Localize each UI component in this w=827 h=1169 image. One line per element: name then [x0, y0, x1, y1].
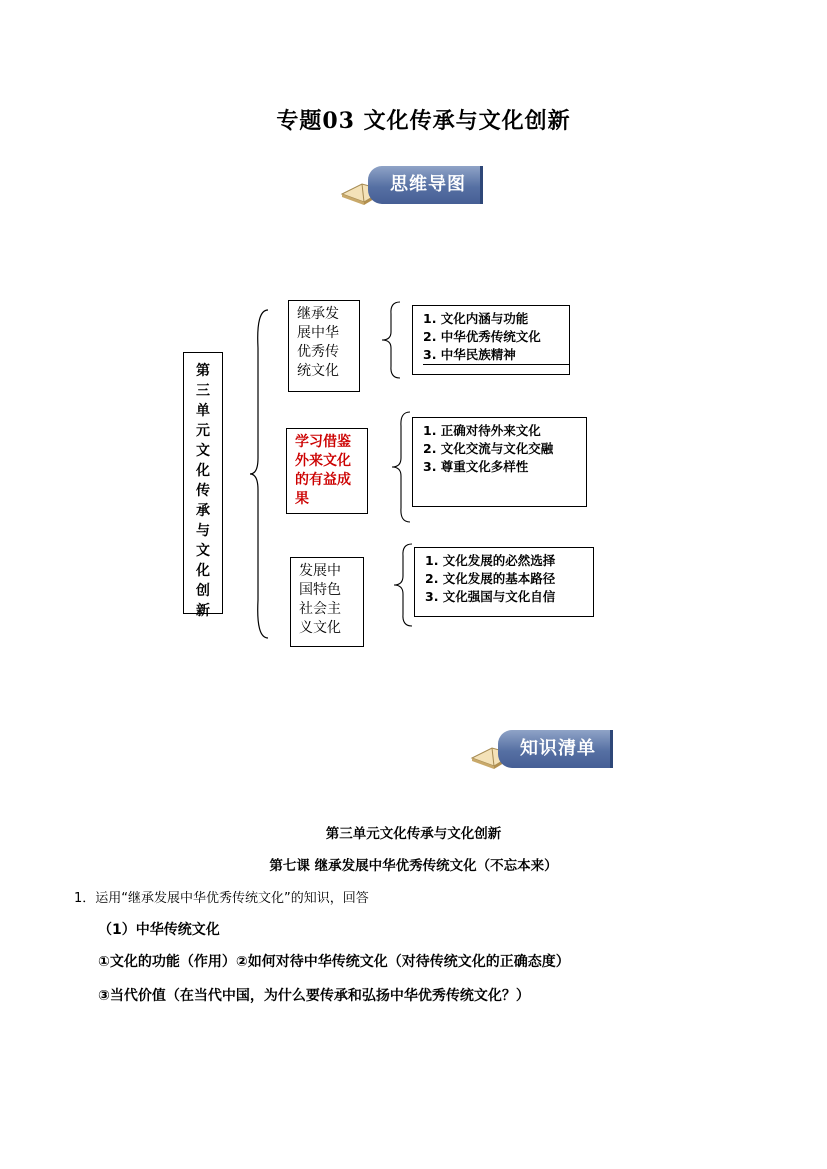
branch-3-line: 发展中 — [299, 563, 341, 579]
root-char: 化 — [196, 563, 210, 579]
root-char: 新 — [196, 603, 210, 619]
branch-2-item: 2. 文化交流与文化交融 — [423, 441, 554, 456]
branch-2-brace — [390, 410, 414, 524]
checklist-banner — [468, 730, 630, 770]
branch-1-line: 继承发 — [297, 306, 339, 322]
root-char: 创 — [196, 583, 210, 599]
branch-2-line: 外来文化 — [295, 453, 351, 469]
checklist-banner-label: 知识清单 — [498, 730, 613, 768]
branch-1-item: 2. 中华优秀传统文化 — [423, 329, 541, 344]
question-1: 1．运用“继承发展中华优秀传统文化”的知识，回答 — [74, 891, 369, 906]
root-char: 传 — [196, 483, 210, 499]
branch-1-items — [412, 305, 570, 375]
root-char: 化 — [196, 463, 210, 479]
branch-1-item: 1. 文化内涵与功能 — [423, 311, 529, 326]
sub-heading-1: （1）中华传统文化 — [98, 922, 220, 938]
branch-1-item: 3. 中华民族精神 — [423, 346, 569, 365]
lesson-heading: 第七课 继承发展中华优秀传统文化（不忘本来） — [269, 858, 558, 874]
branch-2-items — [412, 417, 587, 507]
root-char: 单 — [196, 403, 210, 419]
branch-3-label — [290, 557, 364, 647]
branch-3-brace — [392, 542, 416, 628]
branch-3-item: 3. 文化强国与文化自信 — [425, 589, 556, 604]
mindmap-banner — [338, 166, 500, 206]
point-line-1: ①文化的功能（作用）②如何对待中华传统文化（对待传统文化的正确态度） — [98, 954, 570, 970]
mindmap-root — [183, 352, 223, 619]
branch-3-item: 2. 文化发展的基本路径 — [425, 571, 556, 586]
branch-3-item: 1. 文化发展的必然选择 — [425, 553, 556, 568]
root-char: 承 — [196, 503, 210, 519]
branch-2-item: 1. 正确对待外来文化 — [423, 423, 541, 438]
branch-1-line: 展中华 — [297, 325, 339, 341]
branch-2-item: 3. 尊重文化多样性 — [423, 459, 529, 474]
unit-heading: 第三单元文化传承与文化创新 — [325, 826, 502, 842]
root-char: 与 — [196, 523, 210, 539]
branch-2-line: 学习借鉴 — [295, 434, 351, 450]
root-char: 第 — [196, 363, 210, 379]
root-char: 文 — [196, 543, 210, 559]
root-char: 元 — [196, 423, 210, 439]
mindmap-banner-label: 思维导图 — [368, 166, 483, 204]
branch-2-label — [286, 428, 368, 514]
branch-2-line: 的有益成 — [295, 472, 351, 488]
main-brace — [248, 308, 272, 640]
root-char: 三 — [196, 383, 210, 399]
branch-3-line: 社会主 — [299, 601, 341, 617]
branch-1-label — [288, 300, 360, 392]
branch-3-items — [414, 547, 594, 617]
root-char: 文 — [196, 443, 210, 459]
page-title: 专题03 文化传承与文化创新 — [276, 108, 571, 134]
branch-1-line: 优秀传 — [297, 344, 339, 360]
branch-2-line: 果 — [295, 491, 309, 507]
branch-3-line: 国特色 — [299, 582, 341, 598]
branch-1-brace — [380, 300, 404, 380]
branch-3-line: 义文化 — [299, 620, 341, 636]
branch-1-line: 统文化 — [297, 363, 339, 379]
point-line-2: ③当代价值（在当代中国，为什么要传承和弘扬中华优秀传统文化？） — [98, 988, 530, 1004]
